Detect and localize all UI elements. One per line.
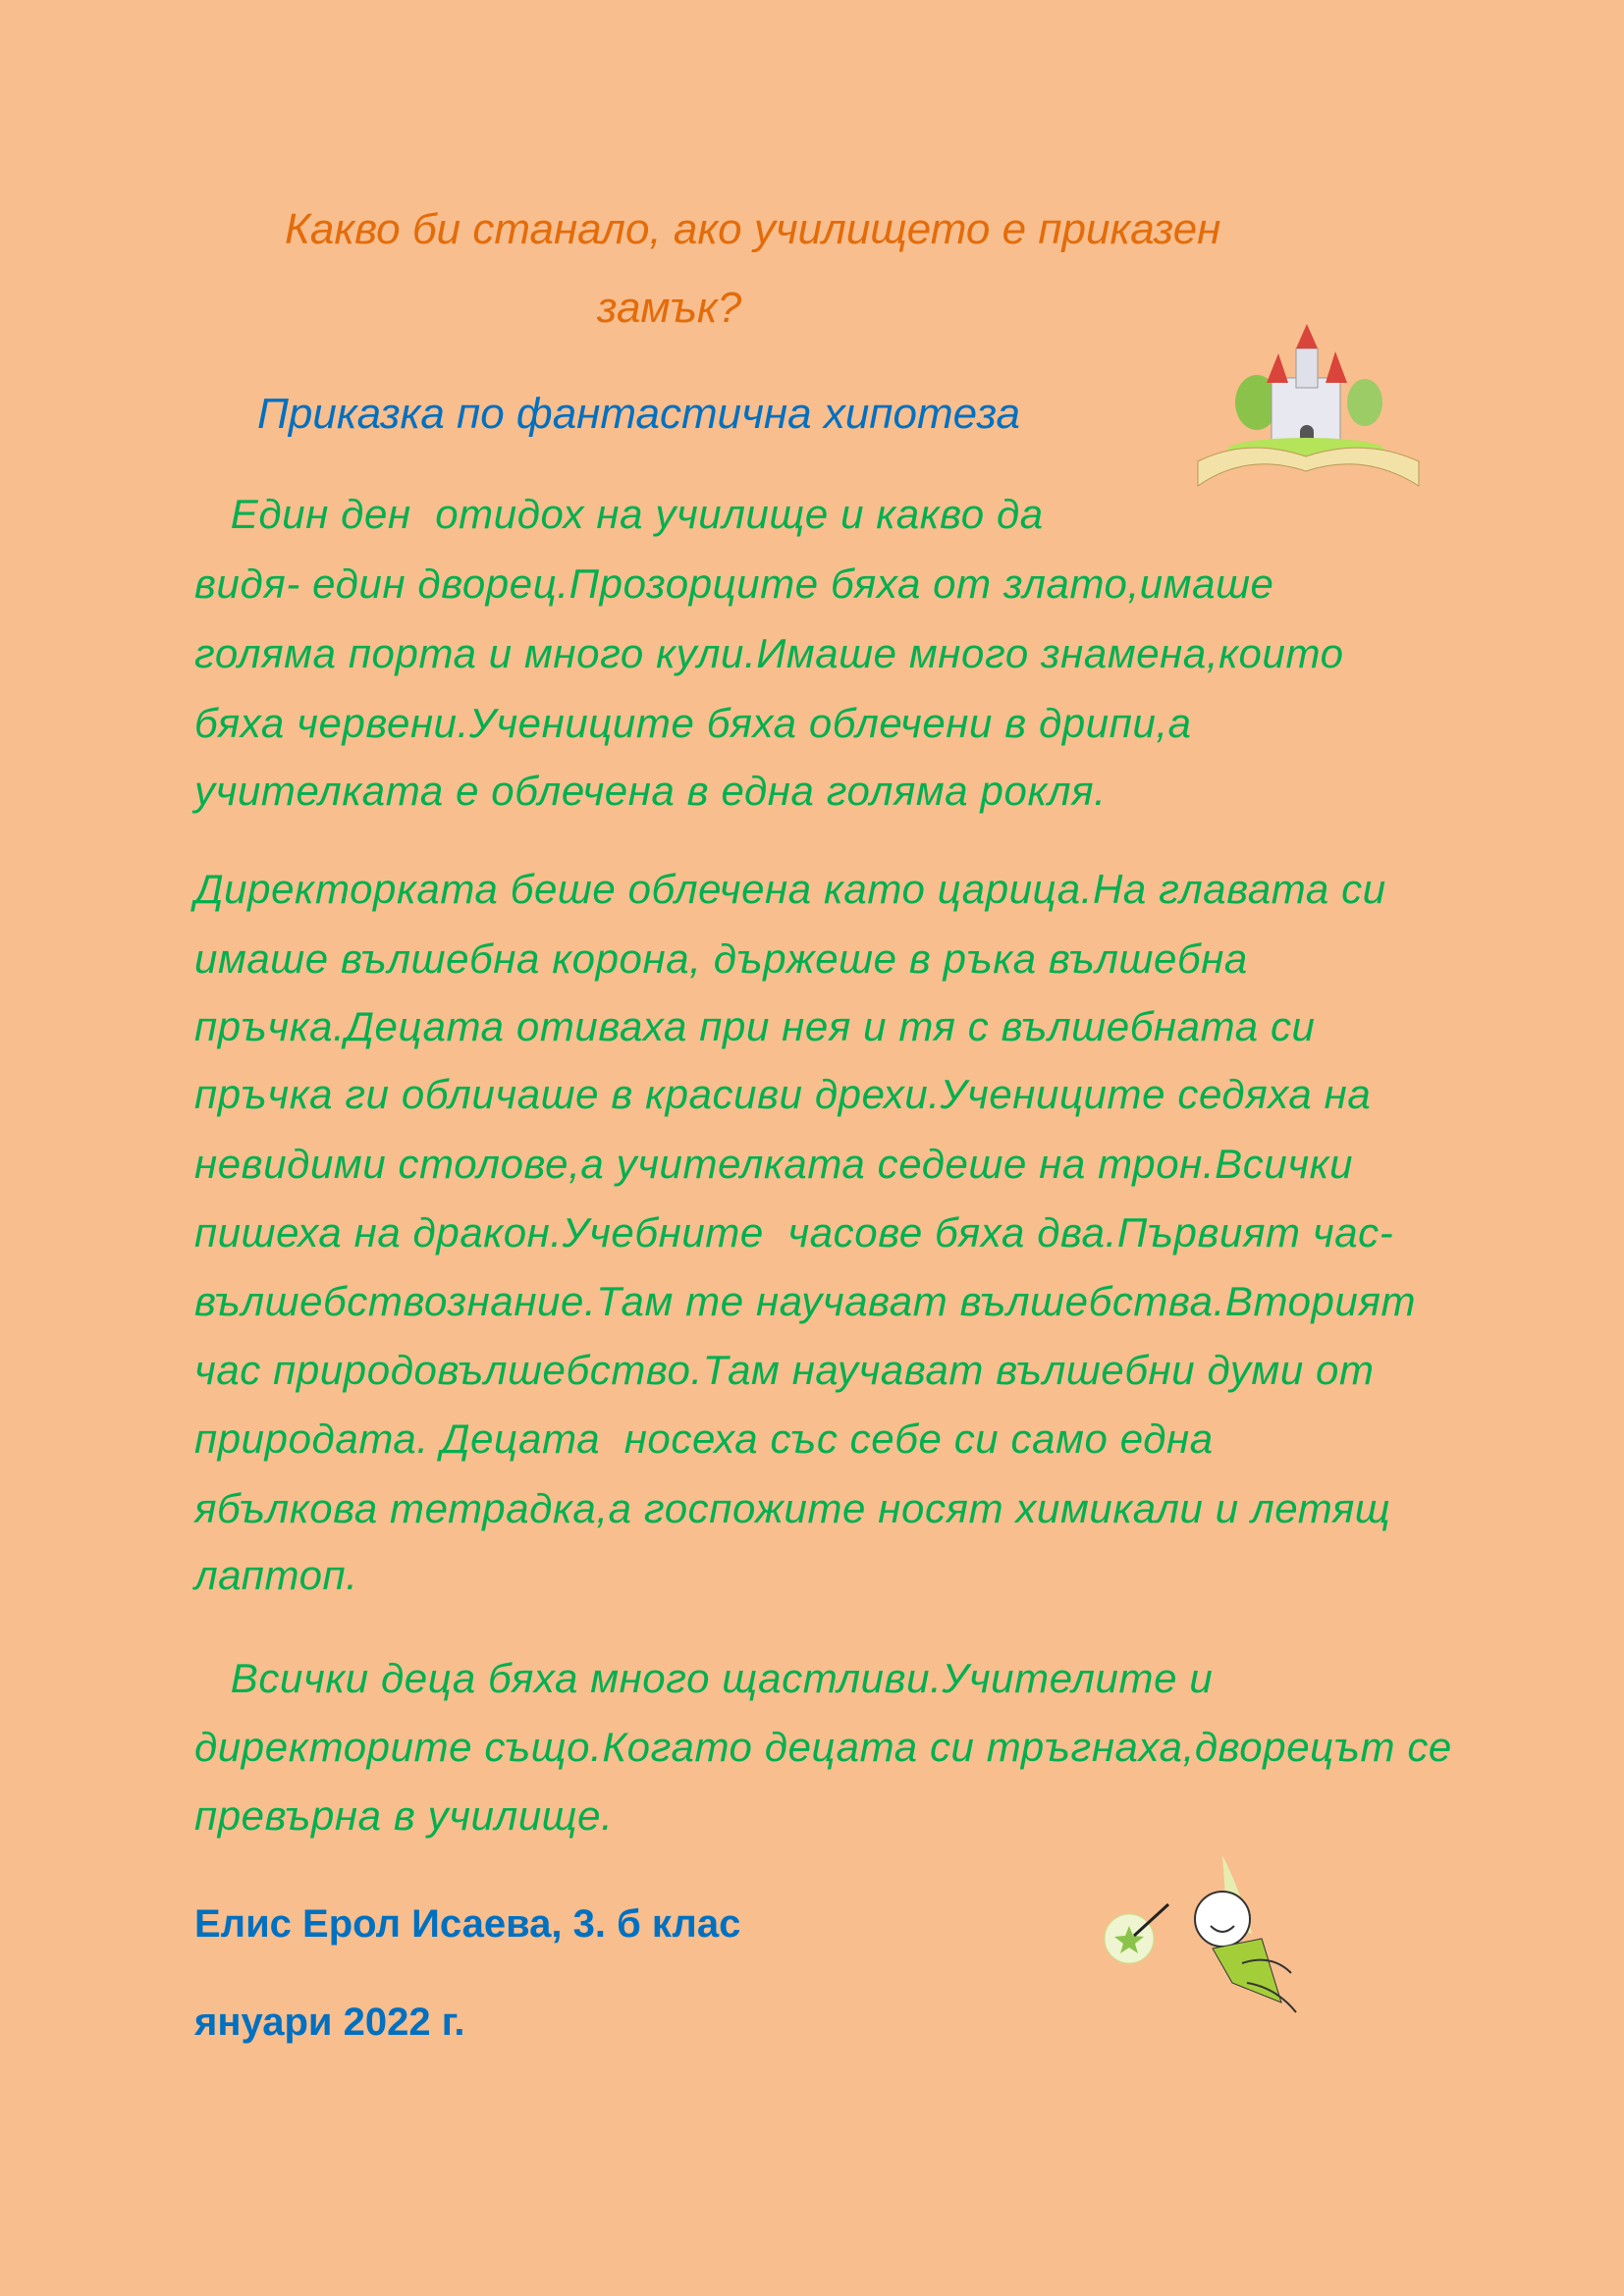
text-line: учителката е облечена в една голяма рокля. — [194, 768, 1107, 814]
text-line: ябълкова тетрадка,а госпожите носят химикали и летящ — [194, 1485, 1391, 1531]
text-line: превърна в училище. — [194, 1792, 614, 1839]
castle-book-illustration — [1188, 324, 1429, 491]
text-line: Директорката беше облечена като царица.На главата си — [194, 866, 1386, 912]
text-line: природата. Децата носеха със себе си само една — [194, 1415, 1214, 1462]
text-line: Всички деца бяха много щастливи.Учителите и — [194, 1655, 1214, 1701]
text-line: бяха червени.Учениците бяха облечени в дрипи,а — [194, 700, 1192, 746]
author-signature: Елис Ерол Исаева, 3. б клас — [194, 1902, 741, 1946]
fairy-illustration — [1095, 1855, 1350, 2032]
text-line: видя- един дворец.Прозорците бяха от злато,имаше — [194, 561, 1274, 607]
text-line: пишеха на дракон.Учебните часове бяха два.Първият час- — [194, 1209, 1394, 1255]
text-line: голяма порта и много кули.Имаше много знамена,които — [194, 630, 1344, 676]
text-line: директорите също.Когато децата си тръгнаха,дворецът се — [194, 1724, 1452, 1770]
text-line: невидими столове,а учителката седеше на трон.Всички — [194, 1141, 1354, 1187]
text-line: пръчка.Децата отиваха при нея и тя с вълшебната си — [194, 1003, 1316, 1049]
text-line: Един ден отидох на училище и какво да — [194, 491, 1044, 537]
title-line-1: Какво би станало, ако училището е приказен — [285, 205, 1221, 253]
text-line: имаше вълшебна корона, държеше в ръка вълшебна — [194, 935, 1248, 982]
text-line: пръчка ги обличаше в красиви дрехи.Учениците седяха на — [194, 1071, 1372, 1117]
subtitle: Приказка по фантастична хипотеза — [257, 390, 1021, 438]
text-line: лаптоп. — [194, 1552, 358, 1598]
text-line: вълшебствознание.Там те научават вълшебства.Вторият — [194, 1278, 1417, 1324]
title-line-2: замък? — [597, 284, 742, 332]
date: януари 2022 г. — [194, 2001, 465, 2044]
text-line: час природовълшебство.Там научават вълшебни думи от — [194, 1347, 1375, 1393]
